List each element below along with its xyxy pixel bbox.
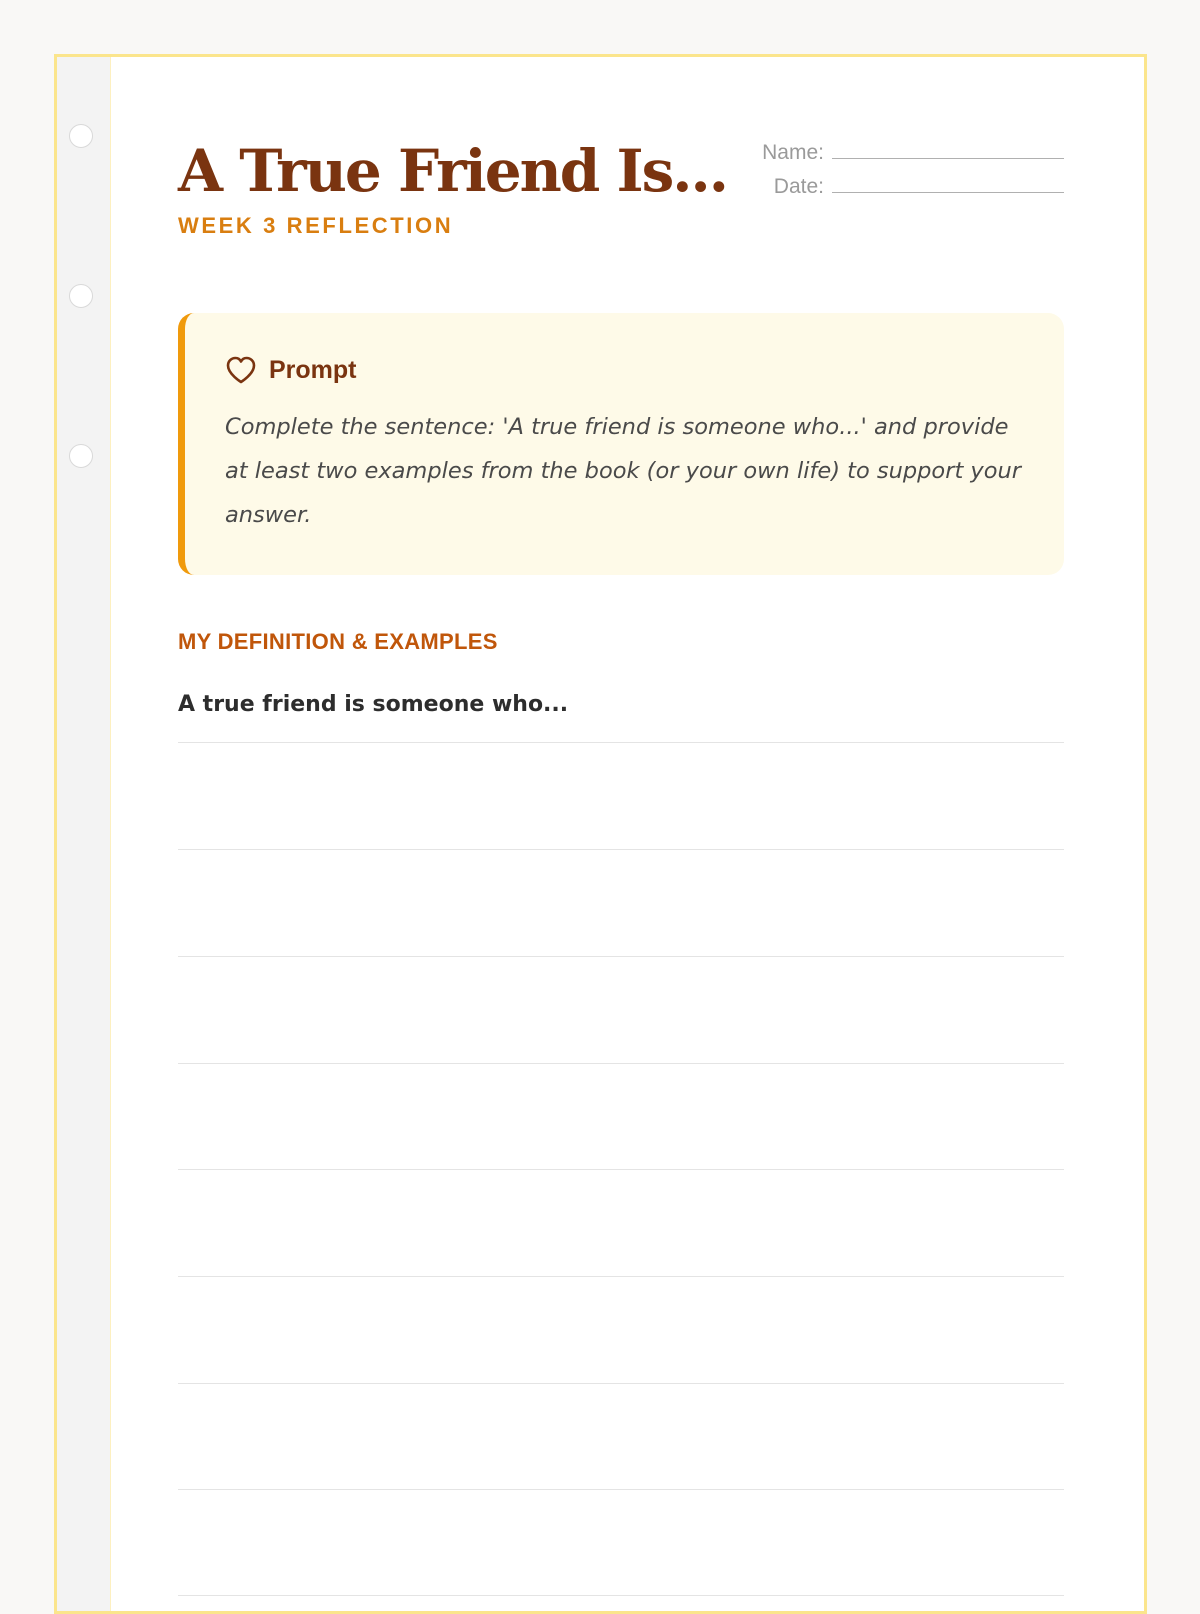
prompt-box	[178, 313, 1064, 575]
sentence-starter: A true friend is someone who...	[178, 692, 569, 717]
name-line[interactable]	[832, 142, 1064, 159]
writing-line[interactable]	[178, 956, 1064, 957]
section-heading: MY DEFINITION & EXAMPLES	[178, 629, 498, 654]
name-field[interactable]	[762, 141, 1064, 175]
prompt-header	[225, 355, 357, 385]
writing-line[interactable]	[178, 1169, 1064, 1170]
binder-hole	[69, 284, 93, 308]
date-line[interactable]	[832, 176, 1064, 193]
worksheet-page	[54, 54, 1147, 1614]
writing-line[interactable]	[178, 1595, 1064, 1596]
binder-hole	[69, 124, 93, 148]
writing-line[interactable]	[178, 1489, 1064, 1490]
prompt-label: Prompt	[269, 355, 357, 384]
writing-line[interactable]	[178, 1276, 1064, 1277]
binder-margin	[57, 57, 111, 1611]
page-subtitle: WEEK 3 REFLECTION	[178, 213, 454, 238]
writing-line[interactable]	[178, 742, 1064, 743]
writing-line[interactable]	[178, 849, 1064, 850]
prompt-text: Complete the sentence: 'A true friend is someone who...' and provide at least two examples from the book (or your own life) to support your answer.	[225, 414, 1022, 528]
writing-line[interactable]	[178, 1383, 1064, 1384]
student-info	[762, 141, 1064, 209]
date-field[interactable]	[762, 175, 1064, 209]
name-label: Name:	[762, 141, 824, 164]
heart-icon	[225, 355, 257, 385]
page-title: A True Friend Is...	[178, 137, 727, 205]
date-label: Date:	[773, 175, 824, 198]
binder-hole	[69, 444, 93, 468]
writing-line[interactable]	[178, 1063, 1064, 1064]
